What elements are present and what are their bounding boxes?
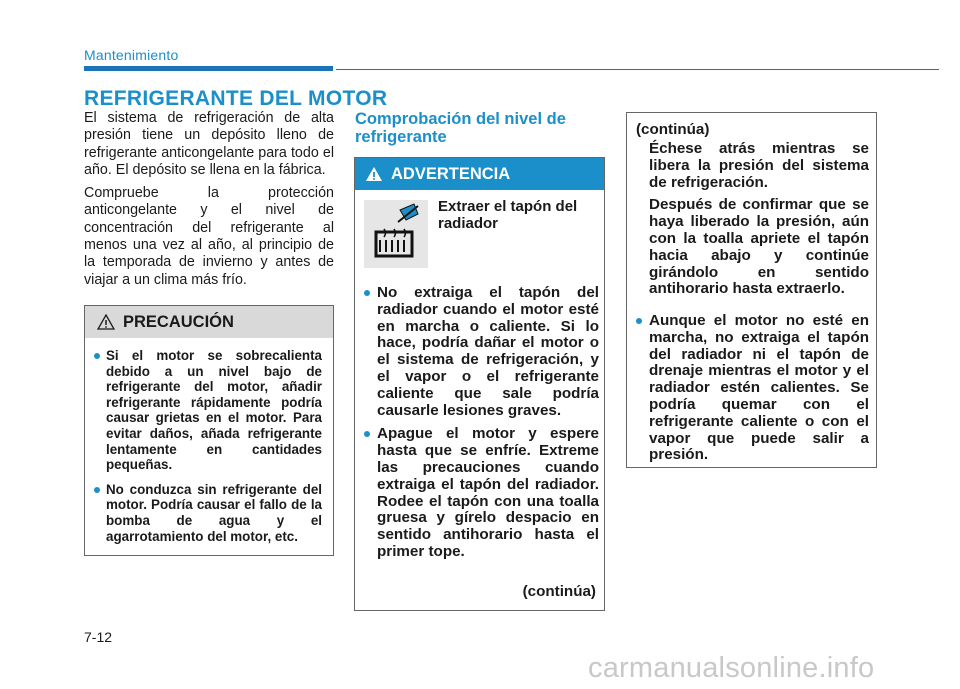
list-item: Si el motor se sobrecalienta debido a un nivel bajo de refrigerante del motor, añadir refrigerante rápidamente podría causar grietas en el motor. Para evitar daños, añada refrigerante lentamente en cantidades pequeñas. [92, 348, 322, 473]
continuation-text [649, 141, 869, 304]
header-rule-thick [84, 66, 333, 71]
list-item: Aunque el motor no esté en marcha, no extraiga el tapón del radiador ni el tapón de drenaje mientras el motor y el radiador estén calientes. Se podría quemar con el refrigerante caliente o con el vapor que puede salir a presión. [636, 313, 869, 464]
continuation-paragraph: Después de confirmar que se haya liberado la presión, aún con la toalla apriete el tapón hacia abajo y continúe girándolo en sentido antihorario hasta extraerlo. [649, 196, 869, 298]
continued-label: (continúa) [522, 583, 596, 600]
section-label: Mantenimiento [84, 47, 179, 63]
caution-title: PRECAUCIÓN [123, 312, 234, 331]
continuation-box [626, 112, 877, 468]
warning-header [355, 158, 604, 190]
page-number: 7-12 [84, 629, 113, 645]
intro-paragraph: El sistema de refrigeración de alta presión tiene un depósito lleno de refrigerante anticongelante para todo el año. El depósito se llena en la fábrica. [84, 110, 334, 178]
watermark: carmanualsonline.info [588, 652, 875, 684]
list-item: Apague el motor y espere hasta que se enfríe. Extreme las precauciones cuando extraiga el tapón del radiador. Rodee el tapón con una toalla gruesa y gírelo despacio en sentido antihorario hasta el primer tope. [364, 426, 599, 560]
warning-triangle-icon [365, 166, 383, 182]
list-item: No conduzca sin refrigerante del motor. Podría causar el fallo de la bomba de agua y el agarrotamiento del motor, etc. [92, 482, 322, 544]
radiator-cap-warning-icon [364, 200, 428, 268]
caution-box [84, 305, 334, 556]
intro-text [84, 110, 334, 295]
warning-triangle-icon [97, 314, 115, 330]
warning-box [354, 157, 605, 611]
continuation-header: (continúa) [636, 121, 710, 138]
warning-list [364, 285, 599, 568]
continuation-paragraph: Échese atrás mientras se libera la presión del sistema de refrigeración. [649, 140, 869, 191]
continuation-list [636, 313, 869, 464]
icon-caption: Extraer el tapón del radiador [438, 198, 578, 232]
caution-header [85, 306, 333, 338]
intro-paragraph: Compruebe la protección anticongelante y el nivel de concentración del refrigerante al menos una vez al año, al principio de la temporada de invierno y antes de viajar a un clima más frío. [84, 185, 334, 288]
list-item: No extraiga el tapón del radiador cuando el motor esté en marcha o caliente. Si lo hace, podría dañar el motor o el sistema de refrigeración, y el vapor o el refrigerante caliente que sale podría causarle lesiones graves. [364, 285, 599, 419]
section-heading: Comprobación del nivel de refrigerante [355, 110, 566, 146]
header-rule-thin [336, 69, 939, 70]
page-title: REFRIGERANTE DEL MOTOR [84, 87, 388, 110]
caution-list [85, 338, 333, 544]
warning-title: ADVERTENCIA [391, 164, 511, 183]
